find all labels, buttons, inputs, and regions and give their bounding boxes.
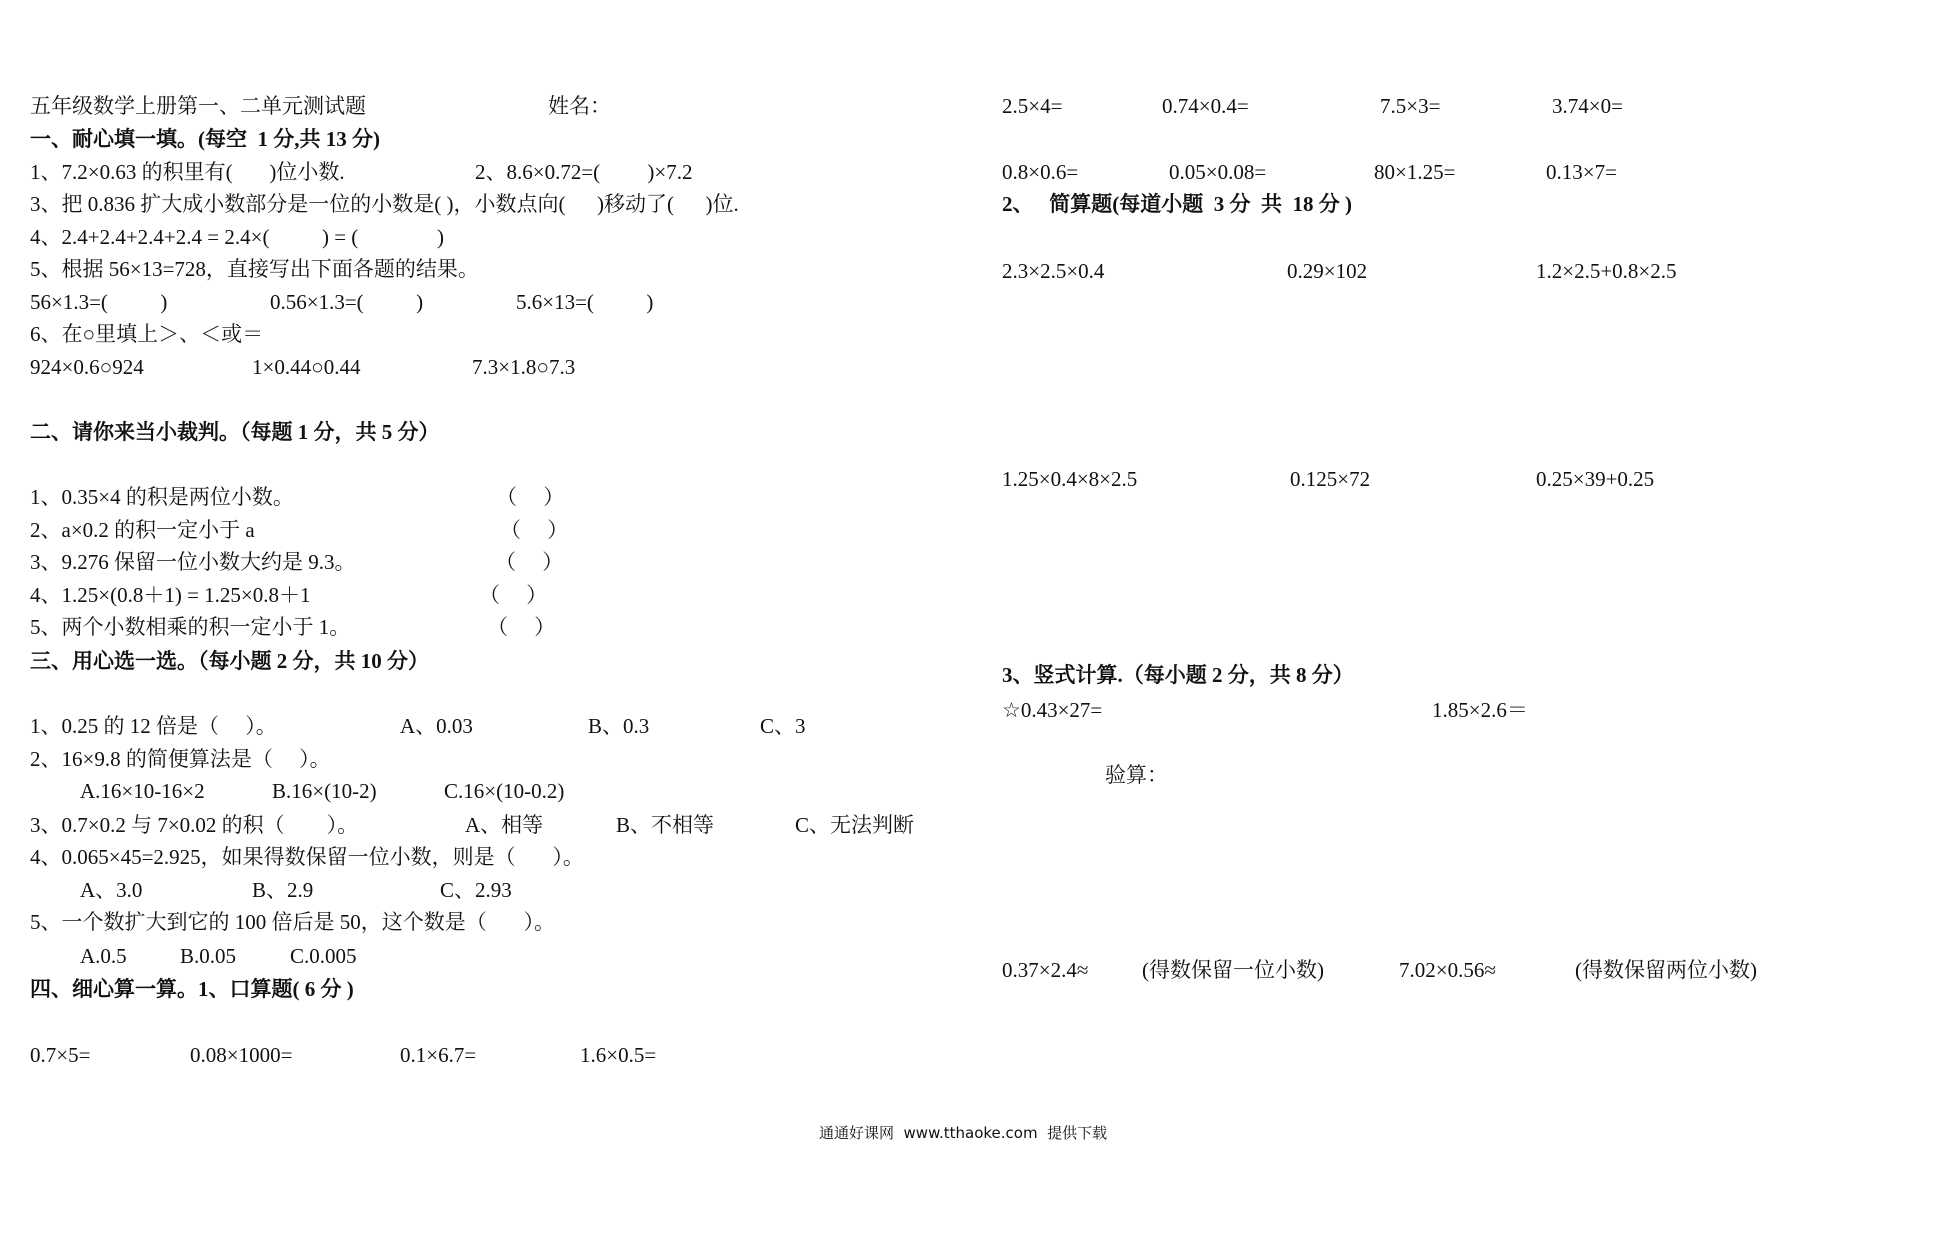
choice-option: B、2.9 [252,878,314,902]
part1-question-4: 4、2.4+2.4+2.4+2.4 = 2.4×( ) = ( ) [30,225,445,249]
rounding-problem: 7.02×0.56≈ [1399,958,1496,982]
simplify-problem: 0.29×102 [1287,259,1368,283]
oral-problem: 0.8×0.6= [1002,160,1079,184]
oral-problem: 3.74×0= [1552,94,1623,118]
simplify-problem: 2.3×2.5×0.4 [1002,259,1105,283]
judgment-item: 1、0.35×4 的积是两位小数。 [30,485,294,509]
choice-option: C.16×(10-0.2) [444,779,565,803]
judgment-blank: （ ） [496,485,565,509]
exam-title: 五年级数学上册第一、二单元测试题 [30,94,366,118]
judgment-blank: （ ） [487,615,556,639]
part1-q6-item: 1×0.44○0.44 [252,355,361,379]
rounding-note: (得数保留两位小数) [1575,958,1757,982]
simplify-problem: 1.2×2.5+0.8×2.5 [1536,259,1677,283]
choice-question-stem: 1、0.25 的 12 倍是（ ）。 [30,714,277,738]
part1-q6-item: 924×0.6○924 [30,355,144,379]
vertical-problem: 1.85×2.6＝ [1432,698,1528,722]
part1-question-3: 3、把 0.836 扩大成小数部分是一位的小数是( )，小数点向( )移动了( )位. [30,192,739,216]
oral-problem: 7.5×3= [1380,94,1441,118]
choice-option: C、3 [760,714,806,738]
oral-problem: 1.6×0.5= [580,1043,657,1067]
simplify-heading: 2、 简算题(每道小题 3 分 共 18 分 ) [1002,192,1352,216]
rounding-note: (得数保留一位小数) [1142,958,1324,982]
name-label: 姓名： [548,94,611,118]
oral-problem: 2.5×4= [1002,94,1063,118]
oral-problem: 80×1.25= [1374,160,1456,184]
judgment-item: 5、两个小数相乘的积一定小于 1。 [30,615,351,639]
choice-question-stem: 4、0.065×45=2.925，如果得数保留一位小数，则是（ ）。 [30,845,584,869]
vertical-heading: 3、竖式计算.（每小题 2 分，共 8 分） [1002,663,1354,687]
choice-question-stem: 5、一个数扩大到它的 100 倍后是 50，这个数是（ ）。 [30,910,555,934]
judgment-item: 3、9.276 保留一位小数大约是 9.3。 [30,550,356,574]
part1-q5-item: 5.6×13=( ) [516,290,654,314]
oral-problem: 0.1×6.7= [400,1043,477,1067]
choice-option: C.0.005 [290,944,357,968]
judgment-item: 4、1.25×(0.8＋1) = 1.25×0.8＋1 [30,583,311,607]
choice-question-stem: 3、0.7×0.2 与 7×0.02 的积（ ）。 [30,813,359,837]
judgment-item: 2、a×0.2 的积一定小于 a [30,518,255,542]
choice-option: A、3.0 [80,878,143,902]
oral-problem: 0.74×0.4= [1162,94,1249,118]
oral-problem: 0.7×5= [30,1043,91,1067]
choice-option: A.16×10-16×2 [80,779,205,803]
choice-option: A、0.03 [400,714,473,738]
part3-heading: 三、用心选一选。（每小题 2 分，共 10 分） [30,649,429,673]
part1-heading: 一、耐心填一填。(每空 1 分,共 13 分) [30,127,380,151]
footer-credit: 通通好课网 www.tthaoke.com 提供下载 [819,1124,1108,1142]
simplify-problem: 0.125×72 [1290,467,1371,491]
rounding-problem: 0.37×2.4≈ [1002,958,1089,982]
part1-question-5: 5、根据 56×13=728，直接写出下面各题的结果。 [30,257,479,281]
part1-question-2: 2、8.6×0.72=( )×7.2 [475,160,693,184]
part1-q6-item: 7.3×1.8○7.3 [472,355,576,379]
judgment-blank: （ ） [500,518,569,542]
choice-option: C、2.93 [440,878,512,902]
part1-q5-item: 0.56×1.3=( ) [270,290,424,314]
check-label: 验算： [1105,763,1168,787]
simplify-problem: 0.25×39+0.25 [1536,467,1655,491]
choice-option: B.0.05 [180,944,237,968]
oral-problem: 0.13×7= [1546,160,1617,184]
choice-option: B.16×(10-2) [272,779,377,803]
choice-option: C、无法判断 [795,813,915,837]
choice-question-stem: 2、16×9.8 的简便算法是（ ）。 [30,747,331,771]
simplify-problem: 1.25×0.4×8×2.5 [1002,467,1138,491]
choice-option: B、0.3 [588,714,650,738]
vertical-problem: ☆0.43×27= [1002,698,1103,722]
part1-q5-item: 56×1.3=( ) [30,290,168,314]
choice-option: A.0.5 [80,944,127,968]
judgment-blank: （ ） [495,550,564,574]
oral-problem: 0.05×0.08= [1169,160,1267,184]
choice-option: B、不相等 [616,813,715,837]
part1-question-1: 1、7.2×0.63 的积里有( )位小数. [30,160,345,184]
part1-question-6: 6、在○里填上＞、＜或＝ [30,322,264,346]
choice-option: A、相等 [465,813,544,837]
part4-heading: 四、细心算一算。1、口算题( 6 分 ) [30,977,354,1001]
part2-heading: 二、请你来当小裁判。（每题 1 分，共 5 分） [30,420,440,444]
oral-problem: 0.08×1000= [190,1043,293,1067]
judgment-blank: （ ） [479,583,548,607]
